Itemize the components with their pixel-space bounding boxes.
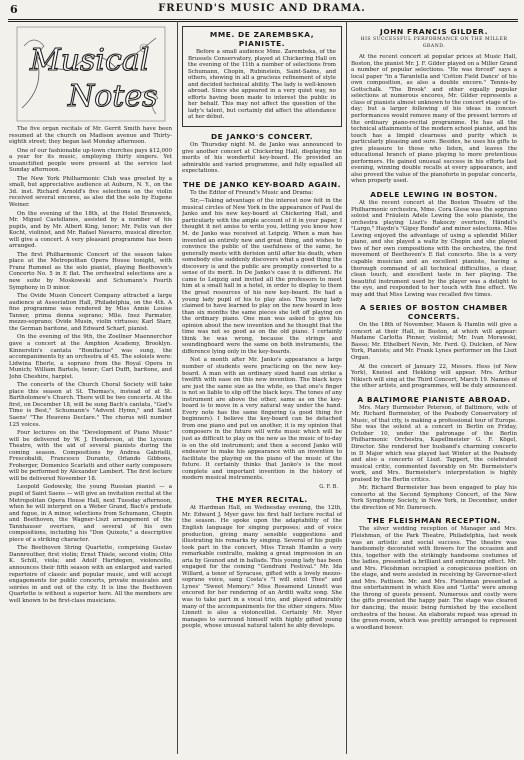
note-paragraph-6: The Ovide Musin Concert Company attracted a large audience at Association Hall, Philadelphia, on the 4th. A fine programme was rendered by Miss Annie Louise Tanner, prima donna soprano; Mlle. Inez Parmater, mezzo-soprano; Ovide Musin, violin virtuoso; Karl Starr, the German baritone, and Edward Scharf, pianist. bbox=[9, 293, 172, 332]
lewing-heading: ADELE LEWING IN BOSTON. bbox=[370, 190, 498, 200]
chamber-concerts-text-1: On the 18th of November, Mason & Hamlin will give a concert at their Hall, in Boston, at which will appear: Madame Carlotta Pinner, violinist; Mr. Ivan Morawski, Basso; Mr. Ethelbert Nevin, Mr. Ferd. Q. Dulcken, of New York, Pianists; and Mr. Frank Lynes performer on the Liszt Organ. bbox=[351, 322, 517, 361]
page-number: 6 bbox=[10, 3, 18, 16]
note-paragraph-5: The first Philharmonic Concert of the season takes place at the Metropolitan Opera House tonight, with Franz Rummel as the solo pianist, playing Beethoven's Concerto No. 5 in E flat. The orchestral selections are a new suite by Moskowski and Schumann's Fourth Symphony in D minor. bbox=[9, 251, 172, 291]
header-rule-thin bbox=[8, 21, 518, 22]
musical-notes-logo bbox=[16, 26, 166, 122]
zarembska-text: Before a small audience Mme. Zarembska, of the Brussels Conservatory, played at Chickering Hall on the evening of the 11th a number of selections from Schumann, Chopin, Rubinstein, Saint-Saëns, and others, showing in all a gracious refinement of style and decided technical ability. The lady is well-known abroad. Since she appeared in a very quiet way, no efforts having been made to interest the public in her behalf. This may not affect the question of the lady's talent, but certainly did affect the attendance at her début. bbox=[188, 49, 336, 121]
letter-salutation: To the Editor of Freund's Music and Drama: bbox=[190, 189, 314, 196]
note-paragraph-10: Leopold Godowsky, the young Russian pianist — a pupil of Saint Saens — will give an invitation recital at the Metropolitan Opera House Hall, next Tuesday afternoon, when he will interpret on a Weber Grand, Bach's prelude and fugue, in A minor, selections from Schumann, Chopin and Beethoven, the Wagner-Liszt arrangement of the Tannhauser overture, and several of his own compositions, including his "Don Quixote," a descriptive piece of a striking character. bbox=[9, 484, 172, 543]
myer-recital-text: At Hardman Hall, on Wednesday evening, the 12th, Mr. Edward J. Myer gave his first half lecture recital of the season. He spoke upon the adaptability of the English language for singing purposes; and of voice production, giving many sensible suggestions and illustrating his remarks by singing. Several of his pupils took part in the concert, Miss Tirzah Hamlin a very remarkable contralto, making a great impression in an aria by Gounod and in ballads. This young lady has been engaged for the coming "Gondrani Festival." Mr. Ida Willard, a tenor of Syracuse, gifted with a lovely mezzo-soprano voice, sang Costa's "I will extol Thee" and Lynes' "Sweet Memory." Miss Rosamond Linnett was encored for her rendering of an Arditi waltz song. She was to take part in a vocal trio, and played admirably many of the accompaniments for the other singers. Miss Linnett is also a violoncellist. Certainly Mr. Myer manages to surround himself with highly gifted young people, whose unusual natural talent he ably develops. bbox=[182, 505, 342, 630]
baltimore-text-1: Mrs. Mary Burmeister Peterson, of Baltimore, wife of Mr. Richard Burmeister, of the Peabody Conservatory of Music, of that city, is making a professional tour of Europe. She was the soloist at a concert in Berlin on Friday, October 10, under the patronage of the Berlin Philharmonic Orchestra, Kapellmeister G. F. Kögel, Director. She rendered her husband's charming concerto in D Major which was played last Winter at the Peabody and also a concerto of Liszt. Tappert, the celebrated musical critic, commented favorably on Mr. Burmeister's work, and Mrs. Burmeister's interpretation is highly praised by the Berlin critics. bbox=[351, 404, 517, 483]
gilder-text: At the recent concert at popular prices at Music Hall, Boston, the pianist Mr. J. F. Gilder played on a Miller Grand a number of popular selections. "He was forced" says a local paper "in a Tarantella and 'Cotton Field Dance' of his own composition, as also a double encore." Tennis-by Gottschalk. "The Brook" and other equally popular selections at numerous encores, Mr. Gilder represents a class of pianists almost unknown to the concert stage of to-day; but a larger following of his ideas in concert performances would remove many of the present terrors of the ordinary piano-recital programme. He has all the technical attainments of the modern school pianist, and his touch has a limpid clearness and purity which is particularly pleasing and sure. Besides, he uses his gifts to give pleasure to those who listen, and leaves the educational branch of piano playing to more pretentious performers. He gained unusual success in his efforts last evening, winning double recalls at every appearance, and also proved the value of the pianoforte in popular concerts, when properly used. bbox=[351, 54, 517, 185]
svg-text:Musical: Musical bbox=[29, 43, 149, 78]
myer-recital-heading: THE MYER RECITAL. bbox=[216, 495, 308, 505]
note-paragraph-1: The five organ recitals of Mr. Gerrit Smith have been resumed at the church on Madison avenue and Thirty-eighth street; they began last Monday afternoon. bbox=[9, 126, 172, 146]
de-janko-concert-text: On Thursday night M. de Janko was announced to give another concert at Chickering Hall, displaying the merits of his wonderful key-board. He provided an admirable and varied programme, and fully equalled all expectations. bbox=[182, 142, 342, 175]
note-paragraph-7: On the evening of the 9th, the Zoellner Maennerchor gave a concert at the Amphion Academy, Brooklyn. Kinnerstin's cantata "Bonifacius" was sung, the accompaniments by an orchestra of 45. The soloists were: Lidwina Eberle, a soprano from the Royal Opera in Munich; William Bartels, tenor; Carl Dufft, baritone, and John Cheshire, harpist. bbox=[9, 334, 172, 380]
note-paragraph-11: The Beethoven String Quartette, comprising Gustav Dannreuther, first violin; Ernst Thiele, second violin; Otto K. Schill, viola; and Adolf Hartdegen, violoncello, announces their fifth season with an enlarged and varied repertoire of classic and popular music, and will accept engagements for public concerts, private musicales and soirées in and out of the city. It is line the Beethoven Quartette is without a superior here. All the members are well known to be first-class musicians. bbox=[9, 545, 172, 604]
baltimore-heading: A BALTIMORE PIANISTE ABROAD. bbox=[357, 394, 511, 404]
lewing-text: At the recent concert at the Boston Theatre of the Philharmonic orchestra, Mme. Cora Giese was the soprano soloist and Fräulein Adele Lewing the solo pianiste, the orchestra playing Liszt's Rakoczy overture, Händel's "Largo," Haydn's "Gipsy Rondo" and minor selections. Miss Lewing enjoyed the advantage of using a splendid Miller piano, and she played a waltz by Chopin and she played two of her own compositions with the orchestra, the first movement of Beethoven's E flat concerto. She is a very capable musician and an excellent pianiste, having a thorough command of all technical difficulties, a clear, clean touch, and excellent taste in her playing. The beautiful instrument used by the player was a delight to the eye, and responded to her touch with fine effect. We may add that Miss Lewing was recalled five times. bbox=[351, 200, 517, 298]
de-janko-concert-heading: DE JANKO'S CONCERT. bbox=[210, 132, 314, 142]
letter-signature: G. F. B. bbox=[319, 483, 338, 490]
gilder-subheading: HIS SUCCESSFUL PERFORMANCE ON THE MILLER GRAND. bbox=[360, 37, 508, 49]
note-paragraph-9: Four lectures on the "Development of Piano Music" will be delivered by W. J. Henderson, at the Lyceum Theatre, with the aid of several pianists during the coming season. Compositions by Andrea Gabrielli, Frescobaldi, Francesco Durante, Orlando Gibbons, Froberger, Domenico Scarlatti and other early composers will be performed by Alexander Lambert. The first lecture will be delivered November 18. bbox=[9, 430, 172, 482]
note-paragraph-2: One of our fashionable up-town churches pays $12,000 a year for its music, employing thirty singers. Yet unsanctified people were present at the service last Sunday afternoon. bbox=[9, 147, 172, 174]
publication-title: FREUND'S MUSIC AND DRAMA. bbox=[158, 3, 366, 14]
chamber-concerts-text-2: At the concert of January 22, Messrs. Hess (of New York), Kneisel and Hekking will appear. Mrs. Arthur Nikisch will sing at the Third Concert, March 19. Names of the other artists, and programmes, will be duly announced. bbox=[351, 363, 517, 390]
header-rule bbox=[8, 19, 518, 20]
key-board-heading: THE DE JANKO KEY-BOARD AGAIN. bbox=[182, 179, 342, 189]
gilder-heading: JOHN FRANCIS GILDER. bbox=[379, 27, 489, 36]
fleishman-text: The silver wedding reception of Manager and Mrs. Fleishman, of the Park Theatre, Philadelphia, last week was an artistic and social success. The theatre was handsomely decorated with flowers for the occasion and this, together with the strikingly handsome costumes of the ladies, presented a brilliant and entrancing effect. Mr. and Mrs. Fleishman occupied a conspicuous position on the stage, and were assisted in receiving by Governor-elect and Mrs. Pattison. Mr. and Mrs. Fleishman presented a fine entertainment in which Kiss and "Lotta" were among the throng of guests present. Numerous and costly were the gifts presented the happy pair. The stage was cleared for dancing, the music being furnished by the excellent orchestra of the house. An elaborate repast was spread in the green-room, which was prettily arranged to represent a woodland bower. bbox=[351, 526, 517, 631]
column-1 bbox=[9, 26, 172, 754]
chamber-concerts-heading: A SERIES OF BOSTON CHAMBER CONCERTS. bbox=[360, 303, 508, 322]
note-paragraph-8: The concerts of the Church Choral Society will take place this season at St. Thomas's, instead of at St. Bartholomew's Church. There will be two concerts. At the first, on December 18, will be sung Bach's cantata, "God's Time is Best," Schumann's "Advent Hymn," and Saint Saens' "The Heavens Declare." The chorus will number 125 voices. bbox=[9, 382, 172, 428]
zarembska-heading: MME. DE ZAREMBSKA, PIANISTE. bbox=[209, 30, 315, 48]
column-3 bbox=[351, 26, 517, 754]
page-header bbox=[0, 0, 524, 20]
column-divider-2 bbox=[346, 21, 347, 754]
note-paragraph-4: On the evening of the 18th, at the Hotel Brunswick, Mr. Miguel Castellanos, assisted by a number of his pupils, and by Mr. Albert King, tenor; Mr. Felix van der Kocht, violinist, and Mr. Rafael Navarro, musical director, will give a concert. A very pleasant programme has been arranged. bbox=[9, 210, 172, 250]
note-paragraph-3: The New York Philharmonic Club was greeted by a small, but appreciative audience at Auburn, N. Y., on the 3d. inst. Richard Arnold's five selections on the violin received several encores, as also did the solo by Eugene Weiner. bbox=[9, 175, 172, 209]
zarembska-box bbox=[182, 26, 342, 127]
key-board-text-1: Sir,—Taking advantage of the interest now felt in the musical circles of New York in the appearance of Paul de Janko and his new key-board at Chickering Hall, and particularly with the ample account of it in your paper, I thought it not amiss to write you, letting you know how M. de Janko was received at Leipzig. When a man has invented an entirely new and great thing, and wishes to convince the public of the usefulness of the same, he generally meets with derision until after his death, when somebody else suddenly discovers what a good thing the discovery is and the public are promptly converted to a sense of its merit. In De Janko's case it is different. He came to Leipzig and invited all the professors to meet him at a small hall in a hotel, in order to display to them the great resources of his new key-board. He had a young lady pupil of his to play also. This young lady claimed to have learned to play on the new board in less than six months the same pieces she left off playing on the ordinary piano. One man was asked to give his opinion about the new invention and he thought that the time was not so good as on the old piano. I certainly think he was wrong, because the strings and soundingboard were the same on both instruments, the difference lying only in the key-boards. bbox=[182, 198, 342, 355]
column-divider-1 bbox=[177, 21, 178, 754]
ornamental-lettering-image bbox=[16, 26, 166, 122]
key-board-text-2: Not a month after Mr. Janko's appearance a large number of students were practicing on the new key-board. A man with an ordinary sized hand can strike a twelfth with ease on this new invention. The black keys are just the same size as the white, so that one's finger is not so liable to slip off the black keys. The tones of any instrument are above the other, same as on the key-board is to move in a very natural way under the hand. Every note has the same fingering (a good thing for beginners). I believe the key-board can be detached from one piano and put on another, it is my opinion that composers in the future will write music which will be just as difficult to play on the new as the music of to-day is on the old instrument; and then a second Janko will endeavor to make his appearance with an invention to facilitate the playing on the piano of the music of the future. It certainly thinks that Janko's is the most complete and important invention in the history of modern musical instruments. bbox=[182, 357, 342, 482]
baltimore-text-2: Mr. Richard Burmeister has been engaged to play his concerto at the Second Symphony Concert, of the New York Symphony Society, in New York, in December, under the direction of Mr. Damrosch. bbox=[351, 485, 517, 511]
fleishman-heading: THE FLEISHMAN RECEPTION. bbox=[367, 516, 501, 526]
svg-text:Notes: Notes bbox=[67, 79, 158, 114]
column-2 bbox=[182, 26, 342, 754]
